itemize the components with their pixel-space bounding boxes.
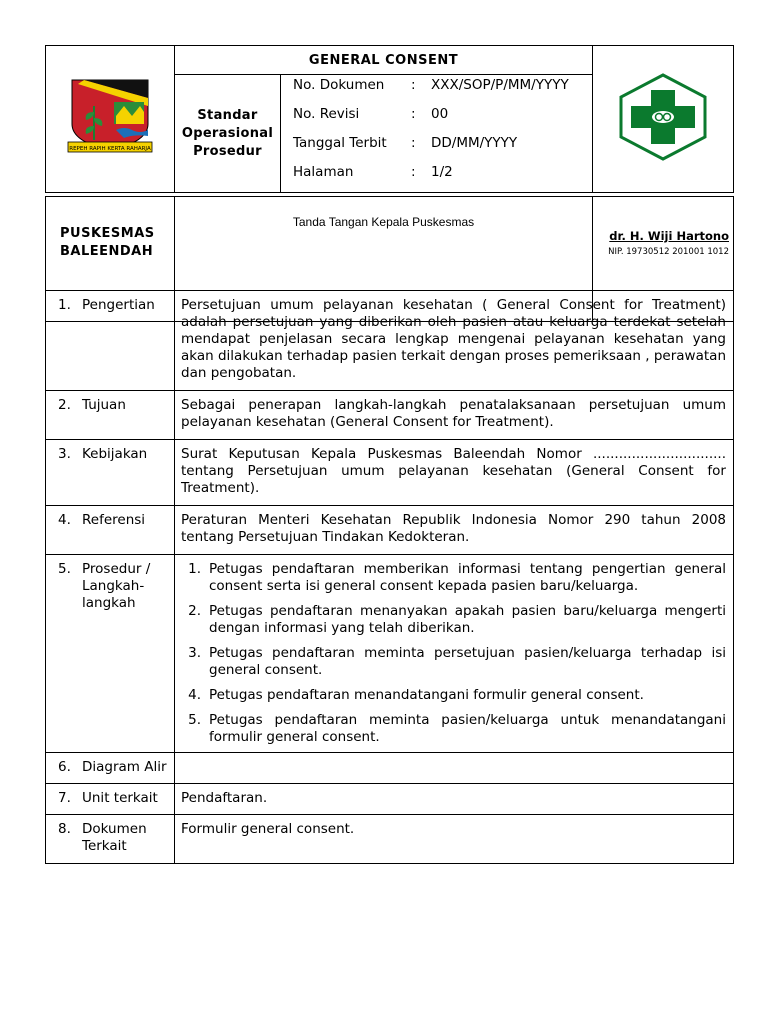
section-text [175, 753, 734, 784]
meta-sep: : [411, 164, 416, 180]
document-meta [281, 75, 593, 193]
section-label: Tujuan [82, 397, 126, 413]
section-text: Peraturan Menteri Kesehatan Republik Indonesia Nomor 290 tahun 2008 tentang Persetujuan Tindakan Kedokteran. [175, 506, 734, 555]
puskesmas-cross-icon [613, 72, 713, 162]
section-number: 5. [58, 561, 71, 577]
meta-value-page: 1/2 [431, 164, 453, 180]
sop-header-table [45, 45, 734, 193]
meta-label: Tanggal Terbit [293, 135, 387, 151]
meta-sep: : [411, 106, 416, 122]
section-text: Sebagai penerapan langkah-langkah penatalaksanaan persetujuan umum pelayanan kesehatan (General Consent for Treatment). [175, 391, 734, 440]
section-label: Prosedur / [82, 561, 151, 577]
document-title: GENERAL CONSENT [175, 46, 593, 75]
section-label: Referensi [82, 512, 146, 528]
section-number: 1. [58, 297, 71, 313]
meta-value-doc-number: XXX/SOP/P/MM/YYYY [431, 77, 569, 93]
section-row [46, 291, 734, 391]
sop-label-line: Prosedur [193, 143, 262, 159]
step-text: Petugas pendaftaran menanyakan apakah pasien baru/keluarga mengerti dengan informasi yang telah diberikan. [209, 603, 726, 636]
sop-label-line: Standar [197, 107, 258, 123]
section-row [46, 391, 734, 440]
section-label: Diagram Alir [82, 759, 167, 775]
step-text: Petugas pendaftaran meminta persetujuan pasien/keluarga terhadap isi general consent. [209, 645, 726, 678]
section-number: 7. [58, 790, 71, 806]
institution-line: PUSKESMAS [60, 226, 155, 241]
section-label: Pengertian [82, 297, 155, 313]
institution-line: BALEENDAH [60, 244, 154, 259]
step-number: 1. [188, 561, 201, 577]
step-number: 2. [188, 603, 201, 619]
emblem-motto: REPEH RAPIH KERTA RAHARJA [69, 146, 151, 152]
section-text: Formulir general consent. [175, 815, 734, 864]
section-number: 4. [58, 512, 71, 528]
step-text: Petugas pendaftaran meminta pasien/keluarga untuk menandatangani formulir general consent. [209, 712, 726, 745]
step-text: Petugas pendaftaran menandatangani formulir general consent. [209, 687, 644, 703]
section-label: Langkah- [82, 578, 145, 594]
bandung-regency-logo-cell [46, 46, 175, 193]
section-number: 2. [58, 397, 71, 413]
section-label: Dokumen [82, 821, 147, 837]
meta-label: No. Dokumen [293, 77, 385, 93]
section-row [46, 815, 734, 864]
section-text: Persetujuan umum pelayanan kesehatan ( General Consent for Treatment) adalah persetujuan yang diberikan oleh pasien atau keluarga terdekat setelah mendapat penjelasan secara lengkap mengenai pelayanan kesehatan yang akan dilakukan terhadap pasien terkait dengan proses pemeriksaan , perawatan dan pengobatan. [175, 291, 734, 391]
section-number: 6. [58, 759, 71, 775]
meta-sep: : [411, 135, 416, 151]
list-item [181, 561, 726, 595]
meta-label: Halaman [293, 164, 354, 180]
meta-value-issue-date: DD/MM/YYYY [431, 135, 518, 151]
step-text: Petugas pendaftaran memberikan informasi tentang pengertian general consent serta isi general consent kepada pasien baru/keluarga. [209, 561, 726, 594]
section-label: Unit terkait [82, 790, 158, 806]
procedure-steps [175, 555, 734, 753]
step-number: 3. [188, 645, 201, 661]
list-item [181, 645, 726, 679]
puskesmas-logo-cell [593, 46, 734, 193]
signature-caption: Tanda Tangan Kepala Puskesmas [175, 197, 593, 322]
section-number: 3. [58, 446, 71, 462]
sop-label [175, 75, 281, 193]
section-label: Kebijakan [82, 446, 148, 462]
list-item [181, 712, 726, 746]
sop-label-line: Operasional [181, 125, 274, 141]
head-name: dr. H. Wiji Hartono [609, 229, 729, 243]
section-row [46, 784, 734, 815]
head-nip: NIP. 19730512 201001 1012 [608, 247, 729, 257]
section-label: langkah [82, 595, 136, 611]
section-row [46, 753, 734, 784]
list-item [181, 687, 726, 704]
sop-body-table [45, 290, 734, 864]
section-row [46, 440, 734, 506]
section-row [46, 506, 734, 555]
section-text: Surat Keputusan Kepala Puskesmas Baleendah Nomor ............................... tentang Persetujuan umum pelayanan kesehatan (General Consent for Treatment). [175, 440, 734, 506]
meta-sep: : [411, 77, 416, 93]
list-item [181, 603, 726, 637]
section-number: 8. [58, 821, 71, 837]
meta-value-revision: 00 [431, 106, 449, 122]
section-row [46, 555, 734, 753]
meta-label: No. Revisi [293, 106, 360, 122]
step-number: 4. [188, 687, 201, 703]
section-label: Terkait [82, 838, 127, 854]
step-number: 5. [188, 712, 201, 728]
section-text: Pendaftaran. [175, 784, 734, 815]
bandung-regency-emblem-icon [64, 76, 156, 158]
